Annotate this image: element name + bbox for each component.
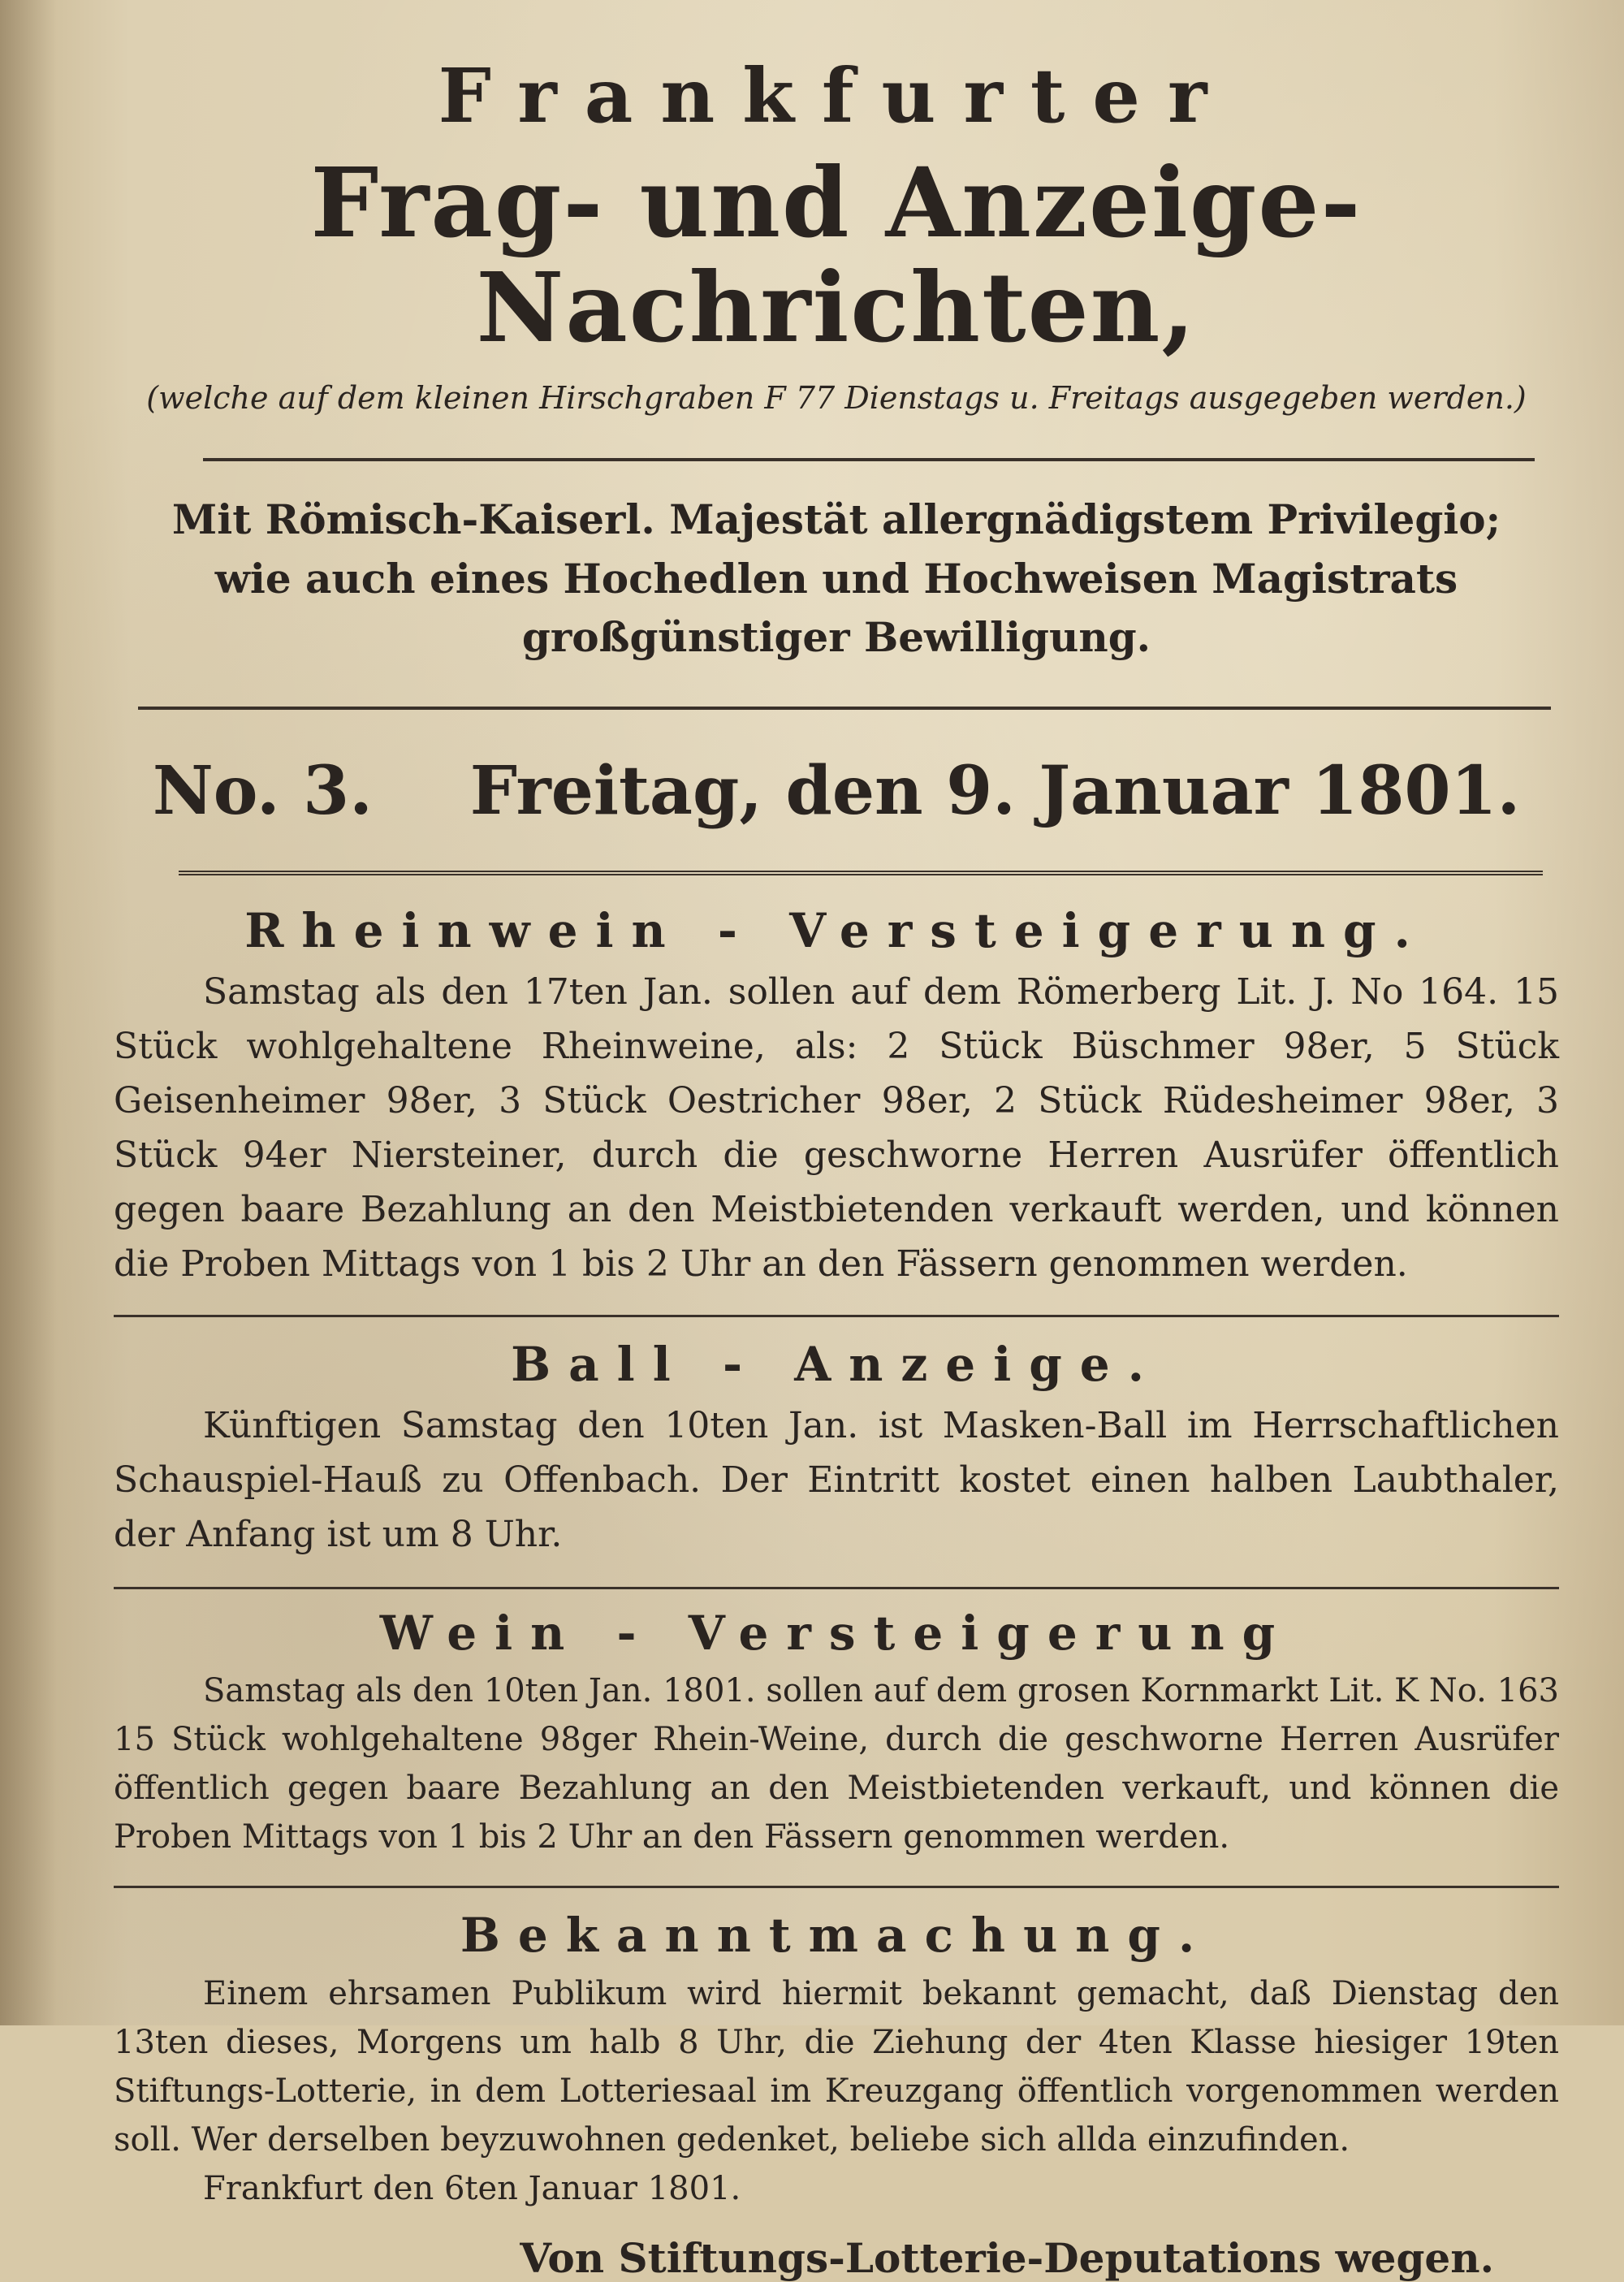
rule-after-privilege — [138, 707, 1551, 710]
section-wein — [114, 1606, 1559, 1862]
dateline: Frankfurt den 6ten Januar 1801. — [203, 2169, 741, 2207]
section-bekanntmachung — [114, 1908, 1559, 2282]
section-text: Künftigen Samstag den 10ten Jan. ist Masken-Ball im Herrschaftlichen Schauspiel-Hauß zu Offenbach. Der Eintritt kostet einen halben Laubthaler, der Anfang ist um 8 Uhr. — [114, 1405, 1559, 1555]
section-text: Samstag als den 17ten Jan. sollen auf dem Römerberg Lit. J. No 164. 15 Stück wohlgehaltene Rheinweine, als: 2 Stück Büschmer 98er, 5 Stück Geisenheimer 98er, 3 Stück Oestricher 98er, 2 Stück Rüdesheimer 98er, 3 Stück 94er Niersteiner, durch die geschworne Herren Ausrüfer öffentlich gegen baare Bezahlung an den Meistbietenden verkauft werden, und können die Proben Mittags von 1 bis 2 Uhr an den Fässern genommen werden. — [114, 971, 1559, 1285]
section-ball — [114, 1337, 1559, 1562]
issue-date: Freitag, den 9. Januar 1801. — [469, 751, 1521, 830]
rule-after-issue — [179, 871, 1543, 875]
privilege-line-1: Mit Römisch-Kaiserl. Majestät allergnädigstem Privilegio; — [171, 495, 1501, 544]
privilege-line-2: wie auch eines Hochedlen und Hochweisen Magistrats großgünstiger Bewilligung. — [214, 554, 1458, 662]
rule-after-ball — [114, 1587, 1559, 1589]
section-title: Ball - Anzeige. — [511, 1336, 1162, 1392]
section-title: Wein - Versteigerung — [379, 1605, 1294, 1661]
page-fold-shadow — [0, 0, 57, 2025]
signature: Von Stiftungs-Lotterie-Deputations wegen. — [520, 2233, 1494, 2282]
section-rheinwein — [114, 903, 1559, 1292]
rule-after-rheinwein — [114, 1315, 1559, 1317]
masthead-subline: (welche auf dem kleinen Hirschgraben F 77 Dienstags u. Freitags ausgegeben werden.) — [146, 380, 1527, 417]
section-text: Samstag als den 10ten Jan. 1801. sollen auf dem grosen Kornmarkt Lit. K No. 163 15 Stück wohlgehaltene 98ger Rhein-Weine, durch die geschworne Herren Ausrüfer öffentlich gegen baare Bezahlung an den Meistbietenden verkauft, und können die Proben Mittags von 1 bis 2 Uhr an den Fässern genommen werden. — [114, 1672, 1559, 1856]
masthead-line-2: Frag- und Anzeige-Nachrichten, — [310, 145, 1363, 365]
privilege-block — [114, 491, 1559, 668]
issue-line — [114, 752, 1559, 830]
section-text: Einem ehrsamen Publikum wird hiermit bekannt gemacht, daß Dienstag den 13ten dieses, Morgens um halb 8 Uhr, die Ziehung der 4ten Klasse hiesiger 19ten Stiftungs-Lotterie, in dem Lotteriesaal im Kreuzgang öffentlich vorgenommen werden soll. Wer derselben beyzuwohnen gedenket, beliebe sich allda einzufinden. — [114, 1974, 1559, 2159]
rule-after-wein — [114, 1886, 1559, 1888]
masthead-line-1: Frankfurter — [438, 52, 1235, 140]
issue-number: No. 3. — [152, 751, 373, 830]
rule-after-masthead — [203, 458, 1535, 461]
section-title: Rheinwein - Versteigerung. — [244, 902, 1428, 958]
section-title: Bekanntmachung. — [460, 1908, 1213, 1964]
page-column — [114, 52, 1559, 2282]
